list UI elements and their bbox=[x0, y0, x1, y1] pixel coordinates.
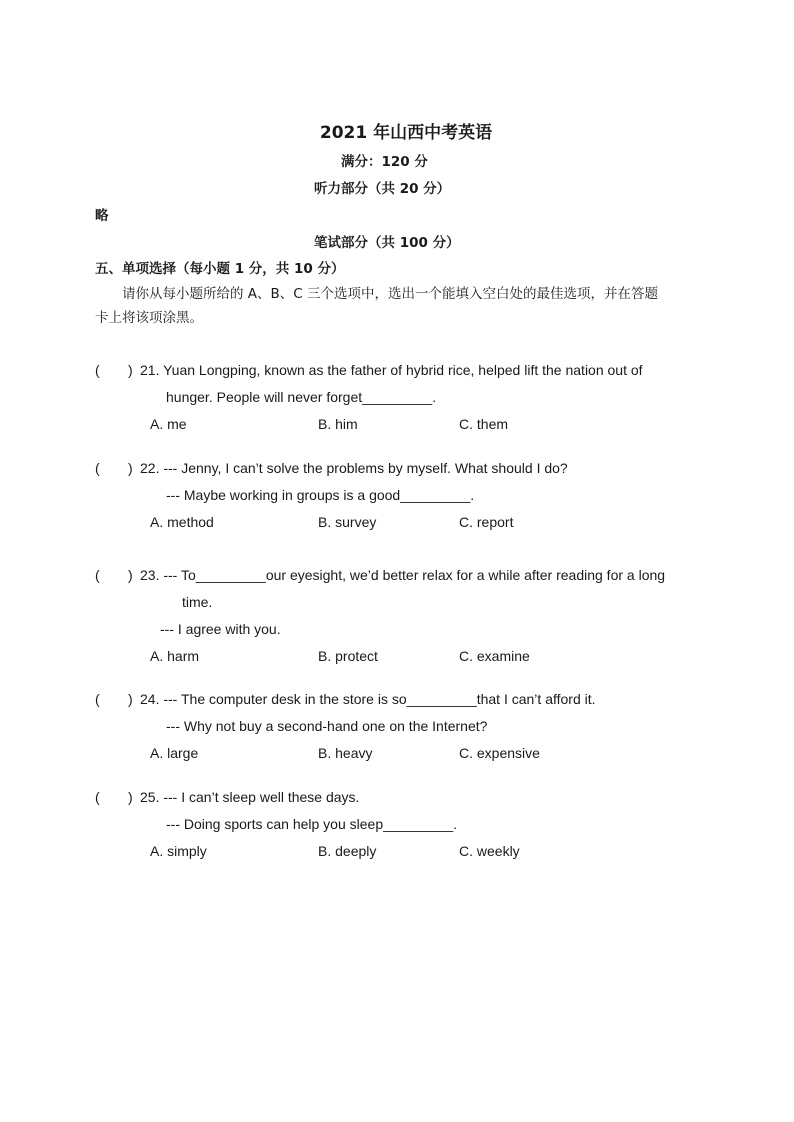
question-stem: 23. --- To_________our eyesight, we’d better relax for a while after reading for a long bbox=[140, 567, 666, 583]
question-stem-cont: hunger. People will never forget_________. bbox=[166, 389, 437, 405]
option-a: A. simply bbox=[150, 843, 207, 859]
answer-paren-open[interactable]: ( bbox=[95, 789, 100, 805]
option-c: C. them bbox=[459, 416, 509, 432]
answer-paren-close: ) bbox=[128, 567, 133, 583]
option-b: B. him bbox=[318, 416, 358, 432]
question-stem: 25. --- I can’t sleep well these days. bbox=[140, 789, 360, 805]
listening-note: 略 bbox=[95, 208, 109, 224]
option-b: B. heavy bbox=[318, 745, 373, 761]
option-a: A. method bbox=[150, 514, 214, 530]
question-stem: 24. --- The computer desk in the store is so_________that I can’t afford it. bbox=[140, 691, 596, 707]
answer-paren-close: ) bbox=[128, 691, 133, 707]
section-heading: 五、单项选择（每小题 1 分，共 10 分） bbox=[95, 261, 345, 277]
question-stem-cont: --- Maybe working in groups is a good_________. bbox=[166, 487, 475, 503]
listening-heading: 听力部分（共 20 分） bbox=[314, 181, 451, 197]
written-heading: 笔试部分（共 100 分） bbox=[314, 235, 460, 251]
answer-paren-close: ) bbox=[128, 789, 133, 805]
question-stem: 22. --- Jenny, I can’t solve the problems by myself. What should I do? bbox=[140, 460, 568, 476]
answer-paren-open[interactable]: ( bbox=[95, 362, 100, 378]
question-stem-cont: time. bbox=[182, 594, 213, 610]
answer-paren-close: ) bbox=[128, 362, 133, 378]
option-b: B. protect bbox=[318, 648, 378, 664]
answer-paren-open[interactable]: ( bbox=[95, 567, 100, 583]
option-c: C. weekly bbox=[459, 843, 520, 859]
instruction-line: 请你从每小题所给的 A、B、C 三个选项中，选出一个能填入空白处的最佳选项，并在答题 bbox=[122, 286, 659, 302]
question-reply: --- I agree with you. bbox=[160, 621, 281, 637]
option-a: A. me bbox=[150, 416, 187, 432]
full-score: 满分：120 分 bbox=[341, 154, 428, 170]
option-c: C. examine bbox=[459, 648, 530, 664]
option-c: C. report bbox=[459, 514, 514, 530]
option-b: B. survey bbox=[318, 514, 377, 530]
question-stem-cont: --- Why not buy a second-hand one on the Internet? bbox=[166, 718, 488, 734]
answer-paren-close: ) bbox=[128, 460, 133, 476]
question-stem: 21. Yuan Longping, known as the father of hybrid rice, helped lift the nation out of bbox=[140, 362, 643, 378]
answer-paren-open[interactable]: ( bbox=[95, 691, 100, 707]
question-stem-cont: --- Doing sports can help you sleep_________. bbox=[166, 816, 458, 832]
instruction-line: 卡上将该项涂黑。 bbox=[95, 310, 203, 326]
option-a: A. harm bbox=[150, 648, 200, 664]
option-c: C. expensive bbox=[459, 745, 540, 761]
answer-paren-open[interactable]: ( bbox=[95, 460, 100, 476]
option-b: B. deeply bbox=[318, 843, 377, 859]
option-a: A. large bbox=[150, 745, 199, 761]
page-title: 2021 年山西中考英语 bbox=[319, 123, 493, 143]
